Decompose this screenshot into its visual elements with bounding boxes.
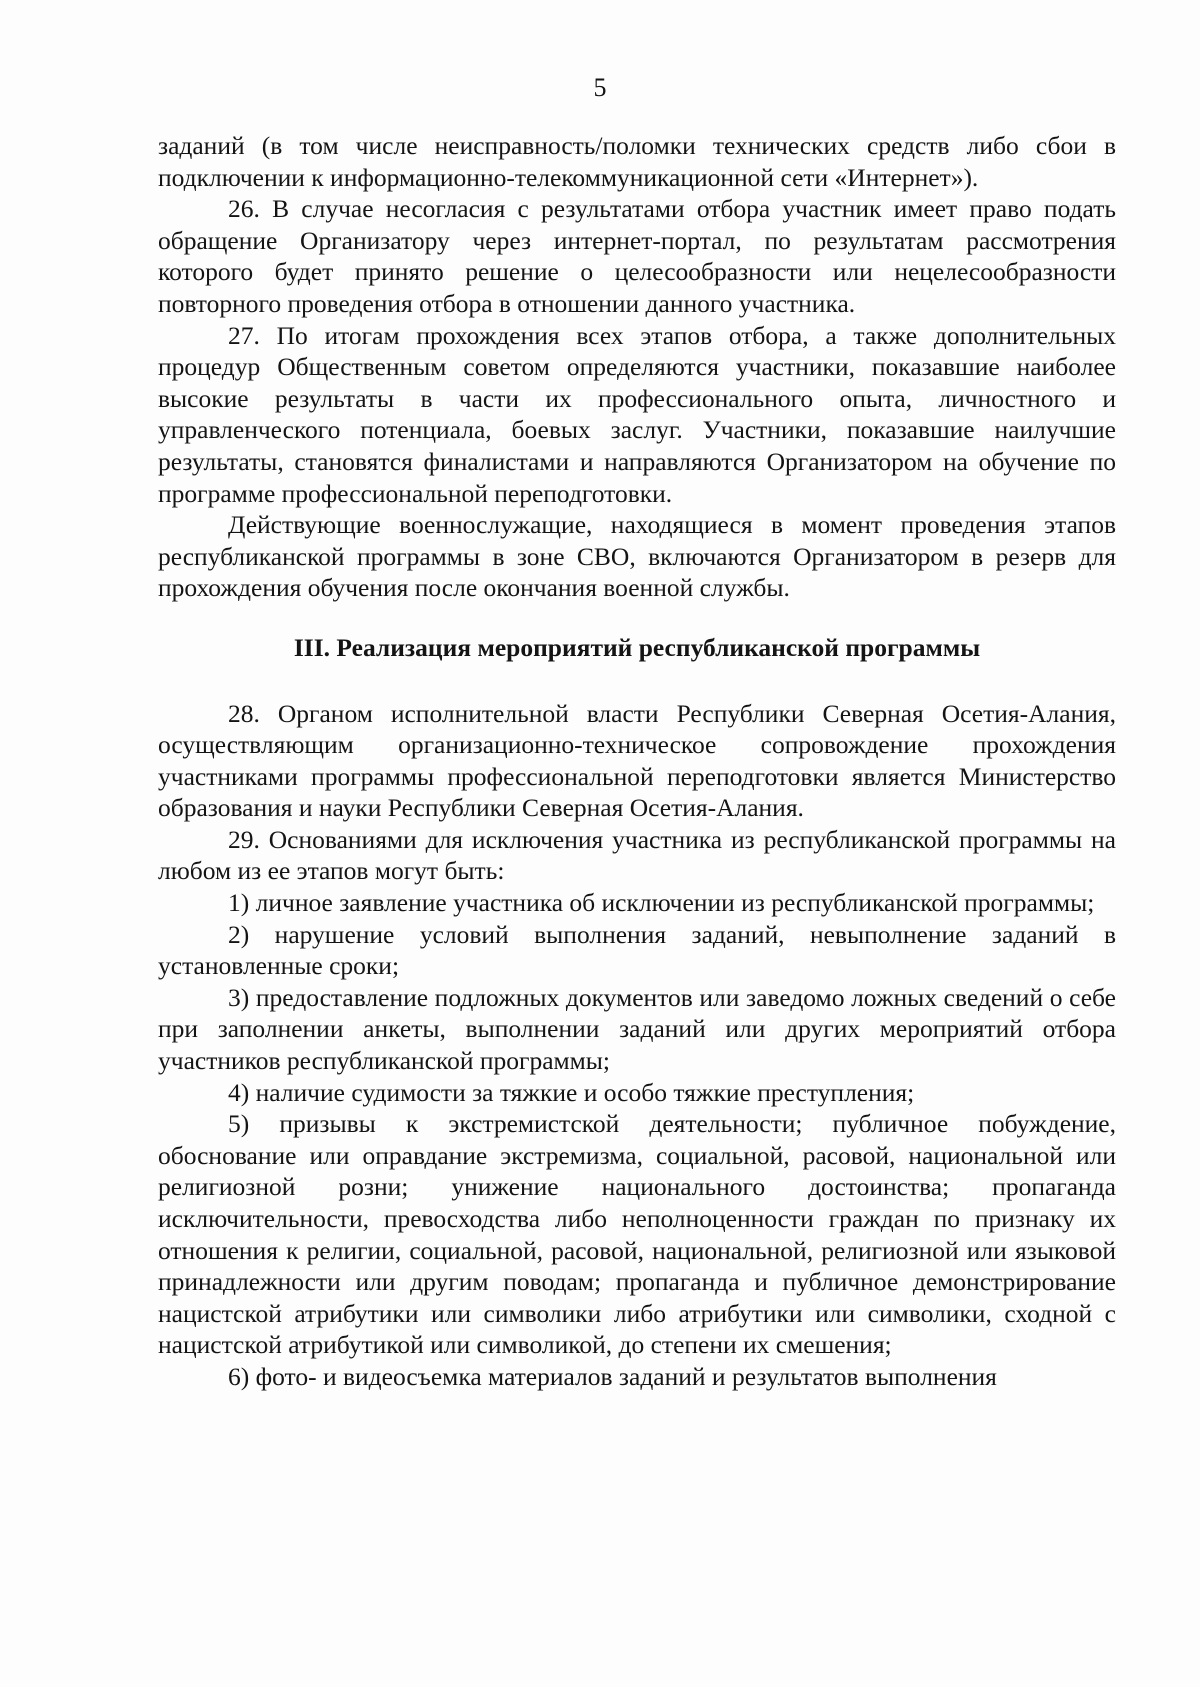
paragraphs-after-heading [158,698,1116,1393]
paragraph: 5) призывы к экстремистской деятельности; публичное побуждение, обоснование или оправдание экстремизма, социальной, расовой, национальной или религиозной розни; унижение национального достоинства; пропаганда исключительности, превосходства либо неполноценности граждан по признаку их отношения к религии, социальной, расовой, национальной, религиозной или языковой принадлежности или другим поводам; пропаганда и публичное демонстрирование нацистской атрибутики или символики либо атрибутики или символики, сходной с нацистской атрибутикой или символикой, до степени их смешения; [158,1109,1116,1360]
page-number: 5 [593,73,607,102]
paragraph: 4) наличие судимости за тяжкие и особо тяжкие преступления; [228,1077,915,1107]
section-heading: III. Реализация мероприятий республиканской программы [293,632,981,662]
document-body [158,130,1116,1393]
paragraph: 3) предоставление подложных документов или заведомо ложных сведений о себе при заполнении анкеты, выполнении заданий или других мероприятий отбора участников республиканской программы; [158,982,1116,1076]
paragraph: заданий (в том числе неисправность/поломки технических средств либо сбои в подключении к информационно-телекоммуникационной сети «Интернет»). [158,131,1116,192]
paragraph: 27. По итогам прохождения всех этапов отбора, а также дополнительных процедур Общественным советом определяются участники, показавшие наиболее высокие результаты в части их профессионального опыта, личностного и управленческого потенциала, боевых заслуг. Участники, показавшие наилучшие результаты, становятся финалистами и направляются Организатором на обучение по программе профессиональной переподготовки. [158,320,1116,508]
paragraphs-before-heading [158,130,1116,604]
paragraph: 6) фото- и видеосъемка материалов заданий и результатов выполнения [228,1361,997,1391]
paragraph: 26. В случае несогласия с результатами отбора участник имеет право подать обращение Организатору через интернет-портал, по результатам рассмотрения которого будет принято решение о целесообразности или нецелесообразности повторного проведения отбора в отношении данного участника. [158,194,1116,318]
paragraph: 29. Основаниями для исключения участника из республиканской программы на любом из ее этапов могут быть: [158,824,1116,886]
paragraph: 28. Органом исполнительной власти Республики Северная Осетия-Алания, осуществляющим организационно-техническое сопровождение прохождения участниками программы профессиональной переподготовки является Министерство образования и науки Республики Северная Осетия-Алания. [158,698,1116,823]
paragraph: 2) нарушение условий выполнения заданий, невыполнение заданий в установленные сроки; [158,919,1116,981]
paragraph: Действующие военнослужащие, находящиеся в момент проведения этапов республиканской программы в зоне СВО, включаются Организатором в резерв для прохождения обучения после окончания военной службы. [158,510,1116,603]
paragraph: 1) личное заявление участника об исключении из республиканской программы; [228,888,1095,918]
